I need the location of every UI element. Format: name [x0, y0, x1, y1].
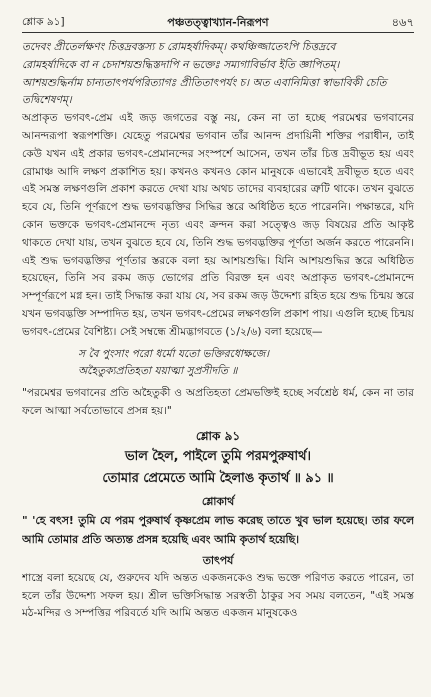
commentary-line: তদেবং প্রীতের্লক্ষণং চিত্তদ্রবস্তস্য চ রোমহর্ষাদিকম্। কথঞ্চিজ্জাতেঽপি চিত্তদ্রবে: [22, 41, 336, 53]
purport-heading: তাৎপর্য: [202, 553, 234, 567]
explanation-paragraph: অপ্রাকৃত ভগবৎ-প্রেম এই জড় জগতের বস্তু নয়, কেন না তা হচ্ছে পরমেশ্বর ভগবানের আনন্দরূপা স্বরূপশক্তি। যেহেতু পরমেশ্বর ভগবান তাঁর আনন্দ প্রদায়িনী শক্তির পরাধীন, তাই কেউ যখন এই প্রকার ভগবৎ-প্রেমানন্দের সংস্পর্শে আসেন, তখন তাঁর চিত্ত দ্রবীভূত হয় এবং রোমাঞ্চ আদি লক্ষণ প্রকাশিত হয়। কখনও কখনও কোন মানুষকে এভাবেই দ্রবীভূত হতে এবং এই সমস্ত লক্ষণগুলি প্রকাশ করতে দেখা যায় অথচ তাদের ব্যবহারের ত্রুটি থাকে। তখন বুঝতে হবে যে, তিনি পূর্ণরূপে শুদ্ধ ভগবদ্ভক্তির সিদ্ধির স্তরে অধিষ্ঠিত হতে পারেননি। পক্ষান্তরে, যদি কোন ভক্তকে ভগবৎ-প্রেমানন্দে নৃত্য এবং ক্রন্দন করা সত্ত্বেও জড় বিষয়ের প্রতি আকৃষ্ট থাকতে দেখা যায়, তখন বুঝতে হবে যে, তিনি শুদ্ধ ভগবদ্ভক্তির পূর্ণতা অর্জন করতে পারেননি। এই শুদ্ধ ভগবদ্ভক্তির পূর্ণতার স্তরকে বলা হয় আশয়শুদ্ধি। যিনি আশয়শুদ্ধির স্তরে অধিষ্ঠিত হয়েছেন, তিনি সব রকম জড় ভোগের প্রতি বিরক্ত হন এবং অপ্রাকৃত ভগবৎ-প্রেমানন্দে সম্পূর্ণরূপে মগ্ন হন। তাই সিদ্ধান্ত করা যায় যে, সব রকম জড় উদ্দেশ্য রহিত হয়ে শুদ্ধ চিন্ময় স্তরে যখন ভগবদ্ভক্তি সম্পাদিত হয়, তখন ভগবৎ-প্রেমের লক্ষণগুলি প্রকাশ পায়। এগুলি হচ্ছে চিন্ময় ভগবৎ-প্রেমের বৈশিষ্ট্য। সেই সম্বন্ধে শ্রীমদ্ভাগবতে (১/২/৬) বলা হয়েছে—: [22, 112, 414, 338]
header-verse-ref: শ্লোক ৯১]: [22, 16, 65, 28]
translation-heading: শ্লোকার্থ: [201, 494, 235, 508]
header-chapter-title: পঞ্চতত্ত্বাখ্যান-নিরূপণ: [167, 16, 269, 29]
translation-text: " 'হে বৎস! তুমি যে পরম পুরুষার্থ কৃষ্ণপ্রেম লাভ করেছ তাতে খুব ভাল হয়েছে। তার ফলে আমি তোমার প্রতি অত্যন্ত প্রসন্ন হয়েছি এবং আমি কৃতার্থ হয়েছি।: [22, 513, 414, 546]
commentary-line: রোমহর্ষাদিকে বা ন চেদাশয়শুদ্ধিস্তদাপি ন ভক্তেঃ সম্যগাবির্ভাব ইতি জ্ঞাপিতম্।: [22, 58, 340, 71]
commentary-line: তদ্বিশেষণম্।: [22, 94, 72, 107]
sanskrit-commentary: [22, 39, 414, 110]
book-page: [22, 12, 414, 692]
quoted-verse-line: স বৈ পুংসাং পরো ধর্মো যতো ভক্তিরধোক্ষজে।: [78, 347, 270, 360]
header-page-number: ৪৬৭: [391, 15, 414, 29]
verse-line: ভাল হৈল, পাইলে তুমি পরমপুরুষার্থ।: [125, 448, 311, 464]
page-body: [22, 39, 414, 623]
commentary-line: আশয়শুদ্ধির্নাম চান্যতাৎপর্যপরিত্যাগঃ প্রীতিতাৎপর্যং চ। অত এবানিমিত্তা স্বাভাবিকী চেতি: [22, 76, 387, 89]
quoted-verse-line: অহৈতুক্যপ্রতিহতা যয়াত্মা সুপ্রসীদতি ॥: [78, 365, 238, 378]
verse-line: তোমার প্রেমেতে আমি হৈলাঙ কৃতার্থ ॥ ৯১ ॥: [102, 470, 334, 486]
quoted-verse-translation: "পরমেশ্বর ভগবানের প্রতি অহৈতুকী ও অপ্রতিহতা প্রেমভক্তিই হচ্ছে সর্বশ্রেষ্ঠ ধর্ম, কেন না তার ফলে আত্মা সর্বতোভাবে প্রসন্ন হয়।": [22, 387, 414, 417]
verse-heading: শ্লোক ৯১: [195, 428, 241, 443]
page-header: [22, 12, 414, 33]
purport-text: শাস্ত্রে বলা হয়েছে যে, গুরুদেব যদি অন্তত একজনকেও শুদ্ধ ভক্তে পরিণত করতে পারেন, তা হলে তাঁর উদ্দেশ্য সফল হয়। শ্রীল ভক্তিসিদ্ধান্ত সরস্বতী ঠাকুর সব সময় বলতেন, "এই সমস্ত মঠ-মন্দির ও সম্পত্তির পরিবর্তে যদি আমি অন্তত একজন মানুষকেও: [22, 571, 414, 620]
